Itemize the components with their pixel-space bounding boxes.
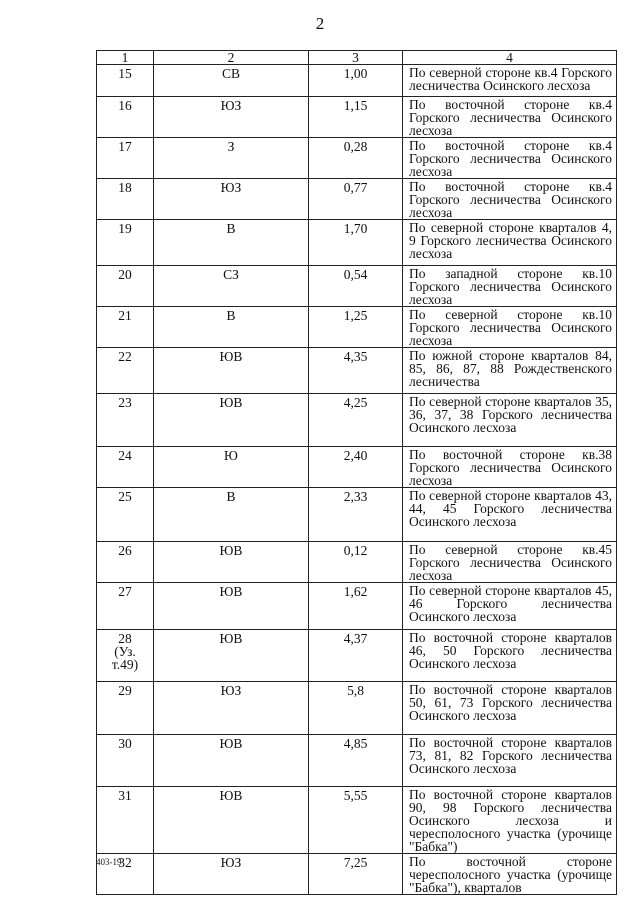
description-cell: По северной стороне кварталов 45, 46 Горского лесничества Осинского лесхоза <box>403 583 617 630</box>
table-row <box>97 735 617 787</box>
direction-cell: СВ <box>154 65 309 97</box>
row-number-cell <box>97 630 154 682</box>
table-row <box>97 630 617 682</box>
table-row <box>97 348 617 394</box>
length-cell: 4,25 <box>309 394 403 447</box>
description-cell: По восточной стороне кварталов 90, 98 Горского лесничества Осинского лесхоза и чересполосного участка (урочище "Бабка") <box>403 787 617 854</box>
description-cell: По северной стороне кв.10 Горского лесничества Осинского лесхоза <box>403 307 617 348</box>
table-row <box>97 447 617 488</box>
description-cell: По восточной стороне кв.4 Горского лесничества Осинского лесхоза <box>403 179 617 220</box>
length-cell: 0,12 <box>309 542 403 583</box>
row-number: 24 <box>97 447 154 488</box>
description-cell: По северной стороне кв.4 Горского лесничества Осинского лесхоза <box>403 65 617 97</box>
row-number: 17 <box>97 138 154 179</box>
length-cell: 2,40 <box>309 447 403 488</box>
row-number: 15 <box>97 65 154 97</box>
table-row <box>97 266 617 307</box>
boundary-table <box>96 50 617 895</box>
length-cell: 5,55 <box>309 787 403 854</box>
description-cell: По северной стороне кв.45 Горского лесничества Осинского лесхоза <box>403 542 617 583</box>
table-row <box>97 179 617 220</box>
column-header-2: 2 <box>154 51 309 65</box>
direction-cell: ЮВ <box>154 348 309 394</box>
length-cell: 0,28 <box>309 138 403 179</box>
direction-cell: ЮВ <box>154 787 309 854</box>
direction-cell: ЮВ <box>154 735 309 787</box>
direction-cell: ЮВ <box>154 583 309 630</box>
table-row <box>97 307 617 348</box>
description-cell: По восточной стороне кв.38 Горского лесничества Осинского лесхоза <box>403 447 617 488</box>
direction-cell: СЗ <box>154 266 309 307</box>
length-cell: 4,35 <box>309 348 403 394</box>
direction-cell: В <box>154 220 309 266</box>
length-cell: 1,00 <box>309 65 403 97</box>
row-number: 29 <box>97 682 154 735</box>
column-header-4: 4 <box>403 51 617 65</box>
row-number: 22 <box>97 348 154 394</box>
row-number-note: (Уз. т.49) <box>111 644 139 672</box>
table-row <box>97 583 617 630</box>
description-cell: По южной стороне кварталов 84, 85, 86, 87, 88 Рождественского лесничества <box>403 348 617 394</box>
length-cell: 1,25 <box>309 307 403 348</box>
table-row <box>97 542 617 583</box>
table-row <box>97 787 617 854</box>
direction-cell: ЮВ <box>154 542 309 583</box>
footer-code: 403-19 <box>96 857 122 867</box>
length-cell: 7,25 <box>309 854 403 895</box>
direction-cell: ЮВ <box>154 630 309 682</box>
description-cell: По западной стороне кв.10 Горского лесничества Осинского лесхоза <box>403 266 617 307</box>
column-header-3: 3 <box>309 51 403 65</box>
table-row <box>97 682 617 735</box>
row-number: 30 <box>97 735 154 787</box>
description-cell: По восточной стороне кв.4 Горского лесничества Осинского лесхоза <box>403 97 617 138</box>
direction-cell: ЮЗ <box>154 97 309 138</box>
direction-cell: В <box>154 488 309 542</box>
table-row <box>97 854 617 895</box>
page-number: 2 <box>315 14 325 33</box>
column-header-1: 1 <box>97 51 154 65</box>
description-cell: По восточной стороне кварталов 50, 61, 73 Горского лесничества Осинского лесхоза <box>403 682 617 735</box>
length-cell: 1,70 <box>309 220 403 266</box>
direction-cell: В <box>154 307 309 348</box>
description-cell: По северной стороне кварталов 4, 9 Горского лесничества Осинского лесхоза <box>403 220 617 266</box>
direction-cell: ЮВ <box>154 394 309 447</box>
row-number: 19 <box>97 220 154 266</box>
length-cell: 4,85 <box>309 735 403 787</box>
header-row <box>97 51 617 65</box>
table-row <box>97 97 617 138</box>
row-number: 31 <box>97 787 154 854</box>
direction-cell: ЮЗ <box>154 682 309 735</box>
table-row <box>97 138 617 179</box>
table-row <box>97 220 617 266</box>
length-cell: 4,37 <box>309 630 403 682</box>
row-number: 18 <box>97 179 154 220</box>
length-cell: 1,62 <box>309 583 403 630</box>
length-cell: 5,8 <box>309 682 403 735</box>
direction-cell: З <box>154 138 309 179</box>
row-number: 20 <box>97 266 154 307</box>
table-row <box>97 488 617 542</box>
row-number: 32 <box>97 854 154 895</box>
row-number: 21 <box>97 307 154 348</box>
direction-cell: Ю <box>154 447 309 488</box>
length-cell: 2,33 <box>309 488 403 542</box>
description-cell: По северной стороне кварталов 35, 36, 37, 38 Горского лесничества Осинского лесхоза <box>403 394 617 447</box>
row-number: 25 <box>97 488 154 542</box>
length-cell: 0,77 <box>309 179 403 220</box>
row-number: 23 <box>97 394 154 447</box>
table-row <box>97 394 617 447</box>
row-number: 27 <box>97 583 154 630</box>
description-cell: По восточной стороне кварталов 46, 50 Горского лесничества Осинского лесхоза <box>403 630 617 682</box>
row-number: 16 <box>97 97 154 138</box>
direction-cell: ЮЗ <box>154 179 309 220</box>
row-number: 26 <box>97 542 154 583</box>
description-cell: По восточной стороне кварталов 73, 81, 82 Горского лесничества Осинского лесхоза <box>403 735 617 787</box>
direction-cell: ЮЗ <box>154 854 309 895</box>
length-cell: 1,15 <box>309 97 403 138</box>
table-row <box>97 65 617 97</box>
length-cell: 0,54 <box>309 266 403 307</box>
description-cell: По восточной стороне кв.4 Горского лесничества Осинского лесхоза <box>403 138 617 179</box>
row-number: 28 <box>118 631 132 646</box>
description-cell: По восточной стороне чересполосного участка (урочище "Бабка"), кварталов <box>403 854 617 895</box>
description-cell: По северной стороне кварталов 43, 44, 45 Горского лесничества Осинского лесхоза <box>403 488 617 542</box>
